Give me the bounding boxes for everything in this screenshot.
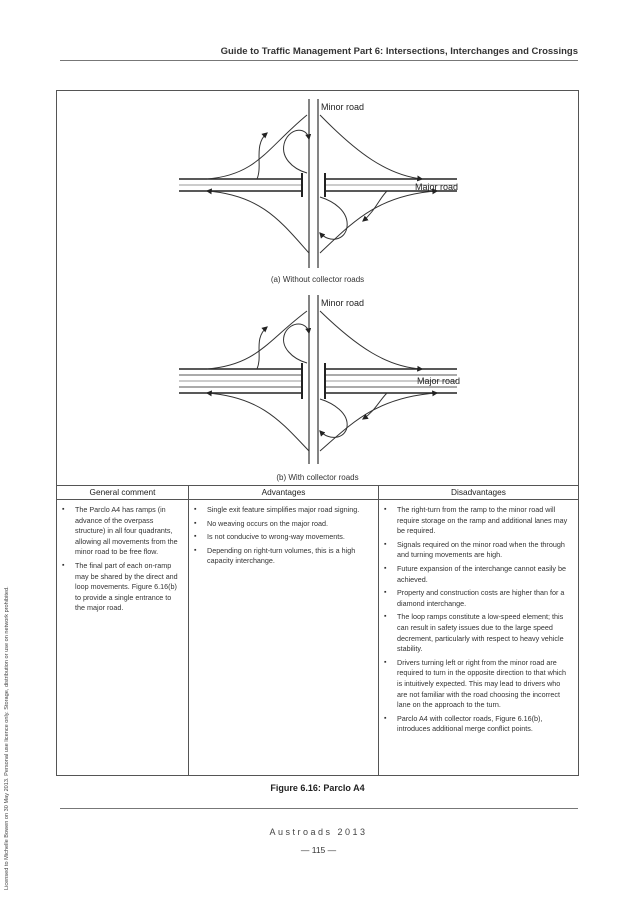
minor-road-label: Minor road (321, 298, 365, 308)
bullet-icon: ▪ (384, 613, 387, 621)
diagram-caption-b: (b) With collector roads (276, 473, 359, 482)
major-road-label: Major road (417, 376, 461, 386)
major-road-label: Major road (415, 182, 459, 192)
interchange-diagram-b (57, 289, 578, 469)
header-divider (60, 60, 578, 61)
list-item: ▪ Future expansion of the interchange cannot easily be achieved. (384, 563, 567, 584)
list-item: ▪ Signals required on the minor road when the through and turning movements are high. (384, 539, 565, 560)
diagram-caption-a: (a) Without collector roads (270, 275, 365, 284)
advantages-list (189, 499, 378, 567)
figure-title: Figure 6.16: Parclo A4 (270, 783, 365, 793)
page-number: — 115 — (300, 845, 337, 855)
list-item: ▪ The right-turn from the ramp to the minor road will require storage on the ramp and additional lanes may be required. (384, 505, 568, 536)
general-comment-column (57, 485, 188, 775)
minor-road-label: Minor road (321, 102, 365, 112)
footer-divider (60, 808, 578, 809)
list-item: ▪ No weaving occurs on the major road. (194, 518, 329, 528)
list-item: ▪ The final part of each on-ramp may be shared by the direct and loop movements. Figure 6.16(b) to provide a single entrance to the major road. (62, 560, 178, 613)
table-header-disadvantages: Disadvantages (451, 487, 506, 497)
list-item: ▪ The loop ramps constitute a low-speed element; this can result in safety issues due to the large speed decrement, particularly with respect to heavy vehicle stability. (384, 612, 564, 654)
disadvantages-column (379, 485, 578, 775)
diagram-without-collector-roads (57, 93, 578, 273)
licence-sidebar-note: Licensed to Michelle Bowen on 30 May 2013. Personal use licence only. Storage, distribution or use on network prohibited. (4, 586, 10, 890)
comparison-table (57, 485, 578, 775)
list-item: ▪ Drivers turning left or right from the minor road are required to turn in the opposite direction to that which is intuitively expected. This may lead to drivers who are not familiar with the road choosing the incorrect lane on the approach to the turn. (384, 657, 567, 710)
list-item: ▪ Is not conducive to wrong-way movements. (194, 532, 345, 542)
bullet-icon: ▪ (384, 658, 387, 666)
bullet-icon: ▪ (194, 506, 197, 513)
advantages-column (189, 485, 378, 775)
figure-frame (56, 90, 579, 776)
table-header-advantages: Advantages (261, 487, 306, 497)
general-comment-list (57, 499, 188, 614)
bullet-icon: ▪ (384, 714, 387, 722)
bullet-icon: ▪ (384, 564, 387, 572)
interchange-diagram-a (57, 93, 578, 273)
disadvantages-list (379, 499, 578, 735)
bullet-icon: ▪ (384, 589, 387, 597)
bullet-icon: ▪ (384, 540, 387, 548)
list-item: ▪ The Parclo A4 has ramps (in advance of the overpass structure) in all four quadrants, allowing all movements from the minor road to be free flow. (62, 505, 178, 557)
list-item: ▪ Parclo A4 with collector roads, Figure 6.16(b), introduces additional merge conflict points. (384, 713, 543, 734)
list-item: ▪ Depending on right-turn volumes, this is a high capacity interchange. (194, 545, 356, 566)
running-header: Guide to Traffic Management Part 6: Intersections, Interchanges and Crossings (220, 46, 578, 57)
bullet-icon: ▪ (194, 533, 197, 541)
bullet-icon: ▪ (384, 506, 387, 513)
footer-organization: Austroads 2013 (269, 827, 368, 837)
list-item: ▪ Single exit feature simplifies major road signing. (194, 505, 360, 514)
diagram-with-collector-roads (57, 289, 578, 469)
bullet-icon: ▪ (62, 561, 65, 569)
bullet-icon: ▪ (194, 546, 197, 554)
table-header-general-comment: General comment (89, 487, 156, 497)
list-item: ▪ Property and construction costs are higher than for a diamond interchange. (384, 588, 565, 608)
bullet-icon: ▪ (62, 506, 65, 513)
bullet-icon: ▪ (194, 519, 197, 527)
